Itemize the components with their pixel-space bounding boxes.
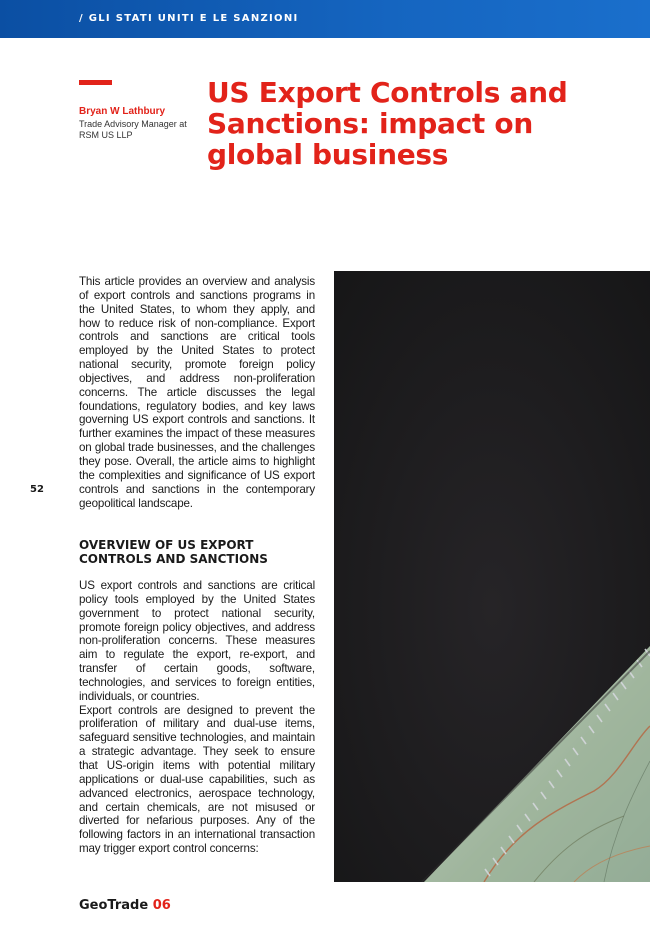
section-heading: OVERVIEW OF US EXPORT CONTROLS AND SANCTIONS xyxy=(79,538,268,566)
section-label: / GLI STATI UNITI E LE SANZIONI xyxy=(79,13,299,24)
spiral-notebook-map-photo xyxy=(334,271,650,882)
page-number: 52 xyxy=(30,484,44,495)
footer-logo xyxy=(79,898,171,913)
accent-dash xyxy=(79,80,112,85)
article-title: US Export Controls and Sanctions: impact on global business xyxy=(207,76,568,171)
section-paragraph: US export controls and sanctions are critical policy tools employed by the United States government to protect national security, promote foreign policy objectives, and address non-proliferation concerns. These measures aim to regulate the export, re-export, and transfer of certain goods, software, technologies, and services to foreign entities, individuals, or countries. xyxy=(79,579,315,703)
author-role: Trade Advisory Manager at RSM US LLP xyxy=(79,119,187,140)
section-body xyxy=(79,579,315,856)
section-banner xyxy=(0,0,650,38)
footer-brand: GeoTrade xyxy=(79,898,149,913)
section-paragraph: Export controls are designed to prevent the proliferation of military and dual-use items, safeguard sensitive technologies, and maintain a strategic advantage. They seek to ensure that US-origin items with potential military applications or dual-use capabilities, such as advanced electronics, aerospace technology, and certain chemicals, are not misused or diverted for nefarious purposes. Any of the following factors in an international transaction may trigger export control concerns: xyxy=(79,703,315,856)
author-name: Bryan W Lathbury xyxy=(79,106,166,117)
article-intro: This article provides an overview and analysis of export controls and sanctions programs in the United States, to whom they apply, and how to reduce risk of non-compliance. Export controls and sanctions are critical tools employed by the United States to protect national security, promote foreign policy objectives, and address non-proliferation concerns. The article discusses the legal foundations, regulatory bodies, and key laws governing US export controls and sanctions. It further examines the impact of these measures on global trade businesses, and the challenges they pose. Overall, the article aims to highlight the complexities and significance of US export controls and sanctions in the contemporary geopolitical landscape. xyxy=(79,275,315,510)
footer-issue: 06 xyxy=(152,898,171,913)
photo-illustration xyxy=(334,271,650,882)
